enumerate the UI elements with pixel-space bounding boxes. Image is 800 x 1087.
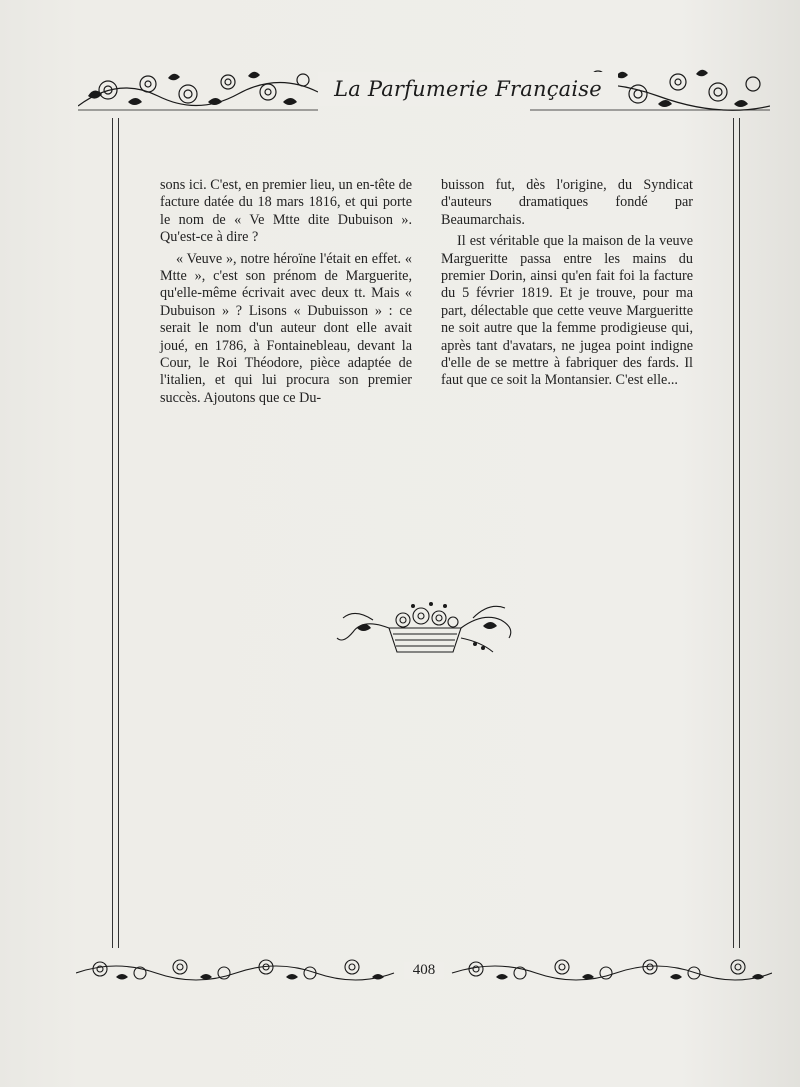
text-column-right [441,177,693,394]
paragraph: sons ici. C'est, en premier lieu, un en-tête de facture datée du 18 mars 1816, et qui porte le nom de « Ve Mtte dite Dubuison ». Qu'est-ce à dire ? [160,177,412,246]
journal-title: La Parfumerie Française [318,72,618,106]
flower-basket-icon [333,598,519,656]
frame-rule-right-inner [733,118,734,948]
page-number: 408 [404,962,444,979]
frame-rule-right-outer [739,118,740,948]
header-banner [78,66,770,114]
text-column-left [160,177,412,411]
paragraph: « Veuve », notre héroïne l'était en effet. « Mtte », c'est son prénom de Marguerite, qu'elle-même écrivait avec deux tt. Mais « Dubuison » ? Lisons « Dubuisson » : ce serait le nom d'un auteur dont elle avait joué, en 1786, à Fontainebleau, devant la Cour, le Roi Théodore, pièce adaptée de l'italien, et qui lui procura son premier succès. Ajoutons que ce Du- [160,250,412,406]
paragraph: Il est véritable que la maison de la veuve Margueritte passa entre les mains du premier Dorin, ainsi qu'en fait foi la facture du 5 février 1819. Et je trouve, pour ma part, délectable que cette veuve Margueritte ne soit autre que la femme prodigieuse qui, après tant d'avatars, ne jugea point indigne d'elle de se mettre à fabriquer des fards. Il faut que ce soit la Montansier. C'est elle... [441,233,693,389]
frame-rule-left-inner [118,118,119,948]
frame-rule-left-outer [112,118,113,948]
paragraph: buisson fut, dès l'origine, du Syndicat d'auteurs dramatiques fondé par Beaumarchais. [441,177,693,228]
